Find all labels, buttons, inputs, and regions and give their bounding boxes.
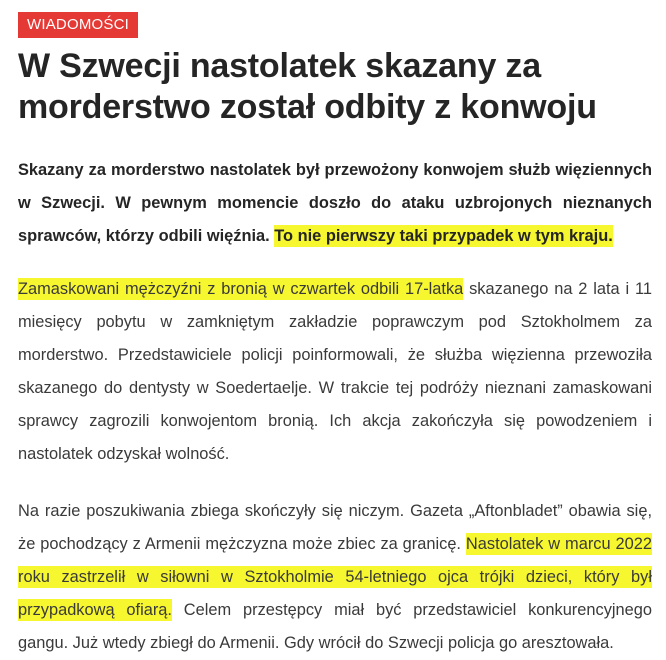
article: [18, 12, 652, 660]
paragraph-1: [18, 273, 652, 471]
category-badge[interactable]: WIADOMOŚCI: [18, 12, 138, 38]
paragraph-2-highlight: Nastolatek w marcu 2022 roku zastrzelił w siłowni w Sztokholmie 54-letniego ojca trójki dzieci, który był przypadkową ofiarą.: [18, 535, 652, 619]
article-title: W Szwecji nastolatek skazany za morderstwo został odbity z konwoju: [18, 47, 597, 126]
lead-highlight: To nie pierwszy taki przypadek w tym kraju.: [274, 227, 613, 245]
paragraph-2-text-after: Celem przestępcy miał być przedstawiciel konkurencyjnego gangu. Już wtedy zbiegł do Armenii. Gdy wrócił do Szwecji policja go aresztowała.: [18, 601, 652, 652]
paragraph-2: [18, 495, 652, 660]
paragraph-2-text-before: Na razie poszukiwania zbiega skończyły się niczym. Gazeta „Aftonbladet” obawia się, że pochodzący z Armenii mężczyzna może zbiec za granicę.: [18, 502, 652, 553]
paragraph-1-text: skazanego na 2 lata i 11 miesięcy pobytu w zamkniętym zakładzie poprawczym pod Sztokholmem za morderstwo. Przedstawiciele policji poinformowali, że służba więzienna przewoziła skazanego do dentysty w Soedertaelje. W trakcie tej podróży nieznani zamaskowani sprawcy zagrozili konwojentom bronią. Ich akcja zakończyła się powodzeniem i nastolatek odzyskał wolność.: [18, 280, 652, 463]
paragraph-1-highlight: Zamaskowani mężczyźni z bronią w czwartek odbili 17-latka: [18, 280, 464, 298]
article-lead: [18, 154, 652, 253]
lead-text: Skazany za morderstwo nastolatek był przewożony konwojem służb więziennych w Szwecji. W pewnym momencie doszło do ataku uzbrojonych nieznanych sprawców, którzy odbili więźnia.: [18, 161, 652, 245]
